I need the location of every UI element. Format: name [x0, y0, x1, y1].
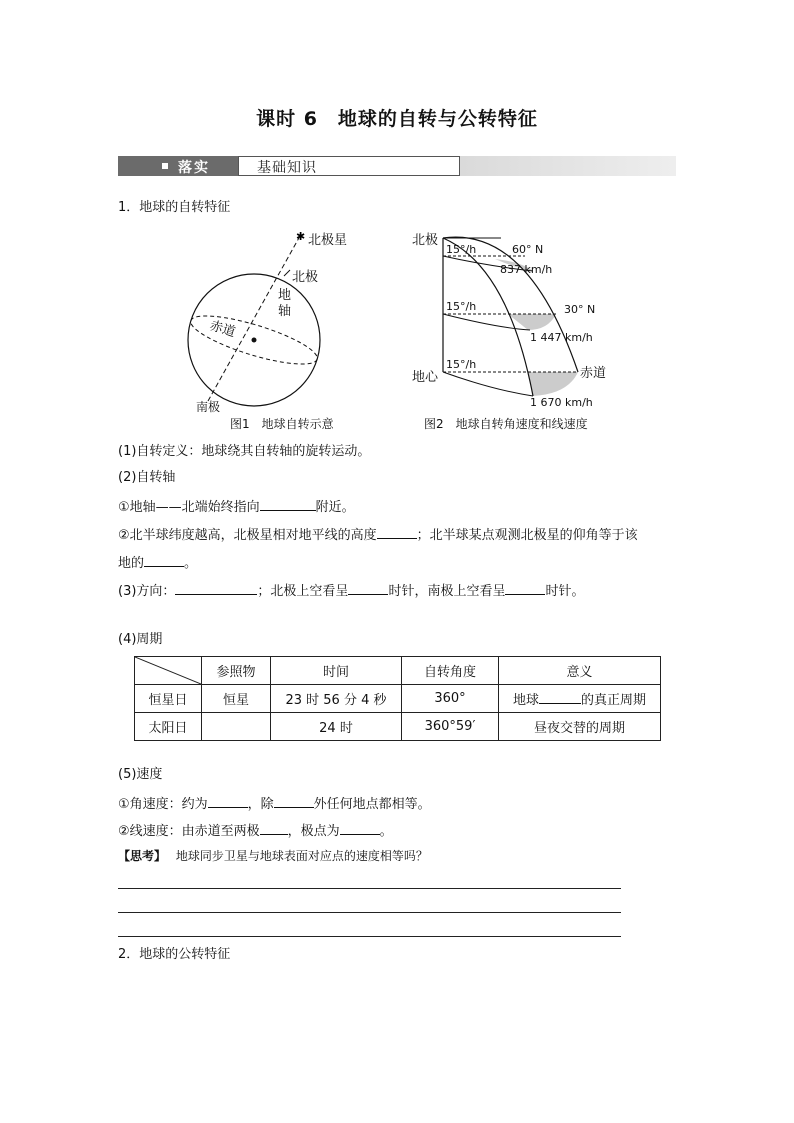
period-heading: (4)周期	[118, 632, 163, 647]
answer-line-2[interactable]	[118, 912, 621, 913]
shade-30n	[508, 314, 556, 330]
rotation-definition: (1)自转定义：地球绕其自转轴的旋转运动。	[118, 444, 371, 459]
row-sidereal-meaning-b: 的真正周期	[581, 693, 647, 708]
linear-speed-item	[118, 820, 393, 841]
section-2-heading: 2．地球的公转特征	[118, 947, 231, 962]
row-sidereal-ref: 恒星	[202, 685, 271, 713]
axis-item-2	[118, 524, 638, 545]
think-tag: 【思考】	[118, 849, 167, 863]
row-solar-time: 24 时	[271, 713, 402, 741]
fig2-angle-60: 15°/h	[446, 243, 477, 256]
answer-line-1[interactable]	[118, 888, 621, 889]
think-text: 地球同步卫星与地球表面对应点的速度相等吗？	[175, 849, 428, 863]
think-question	[118, 847, 428, 865]
row-sidereal-meaning-a: 地球	[512, 693, 539, 708]
blank-latitude[interactable]	[144, 552, 184, 567]
fig2-lat-60: 60° N	[512, 243, 544, 256]
row-sidereal-name: 恒星日	[135, 685, 202, 713]
earth-center-dot	[252, 338, 257, 343]
diagonal-line-icon	[135, 657, 201, 684]
fig1-caption: 图1 地球自转示意	[230, 417, 334, 431]
fig2-speed-0: 1 670 km/h	[530, 396, 593, 409]
fig2-speed-60: 837 km/h	[500, 263, 553, 276]
axis-item-2-text-a: ②北半球纬度越高，北极星相对地平线的高度	[118, 528, 377, 543]
row-sidereal-angle: 360°	[402, 685, 499, 713]
direction-text-d: 时针。	[545, 584, 585, 599]
speed-heading: (5)速度	[118, 767, 163, 782]
section-band	[118, 156, 676, 176]
direction-item	[118, 580, 584, 601]
table-corner-cell	[135, 657, 202, 685]
square-bullet-icon	[162, 163, 168, 169]
table-row	[135, 685, 661, 713]
fig2-caption: 图2 地球自转角速度和线速度	[424, 417, 588, 431]
fig2-angle-0: 15°/h	[446, 358, 477, 371]
band-dark-label: 落实	[178, 160, 210, 176]
blank-south-view[interactable]	[505, 580, 545, 595]
blank-direction[interactable]	[175, 580, 257, 595]
angular-text-a: ①角速度：约为	[118, 797, 208, 812]
angular-speed-item	[118, 793, 431, 814]
table-header-angle: 自转角度	[402, 657, 499, 685]
fig2-angle-30: 15°/h	[446, 300, 477, 313]
fig2-equator-label: 赤道	[580, 366, 607, 381]
row-solar-meaning: 昼夜交替的周期	[499, 713, 661, 741]
rotation-axis-heading: (2)自转轴	[118, 470, 176, 485]
figure-1-earth-rotation	[180, 226, 380, 412]
axis-item-1-text-a: ①地轴——北端始终指向	[118, 500, 260, 515]
axis-item-2-cont	[118, 552, 197, 573]
row-solar-angle: 360°59′	[402, 713, 499, 741]
shade-equator	[528, 372, 578, 396]
fig2-lat-30: 30° N	[564, 303, 596, 316]
table-header-time: 时间	[271, 657, 402, 685]
axis-item-2-text-c: 地的	[118, 556, 145, 571]
fig2-center-label: 地心	[412, 370, 439, 385]
answer-line-3[interactable]	[118, 936, 621, 937]
fig2-speed-30: 1 447 km/h	[530, 331, 593, 344]
fig1-equator-label: 赤道	[207, 318, 238, 341]
table-header-meaning: 意义	[499, 657, 661, 685]
axis-item-2-text-d: 。	[184, 556, 198, 571]
direction-text-c: 时针，南极上空看呈	[388, 584, 506, 599]
blank-linear-trend[interactable]	[260, 820, 288, 835]
page-title: 课时 6 地球的自转与公转特征	[256, 108, 538, 130]
blank-angular-exception[interactable]	[274, 793, 314, 808]
fig1-polaris-label: 北极星	[308, 233, 348, 248]
angular-text-b: ，除	[247, 797, 274, 812]
blank-angular-value[interactable]	[208, 793, 248, 808]
blank-pole-value[interactable]	[340, 820, 380, 835]
row-solar-ref	[202, 713, 271, 741]
linear-text-b: ，极点为	[287, 824, 340, 839]
axis-item-2-text-b: ；北半球某点观测北极星的仰角等于该	[416, 528, 638, 543]
band-box-label: 基础知识	[257, 160, 317, 176]
blank-altitude[interactable]	[377, 524, 417, 539]
fig1-south-pole-label: 南极	[196, 400, 221, 414]
fig2-equator-arc	[443, 372, 533, 396]
row-sidereal-meaning	[499, 685, 661, 713]
polaris-star-icon: ✱	[296, 230, 306, 243]
blank-polaris[interactable]	[260, 496, 316, 511]
linear-text-a: ②线速度：由赤道至两极	[118, 824, 260, 839]
axis-item-1-text-b: 附近。	[315, 500, 355, 515]
row-solar-name: 太阳日	[135, 713, 202, 741]
north-pole-pointer	[284, 270, 290, 276]
angular-text-c: 外任何地点都相等。	[313, 797, 431, 812]
direction-text-a: (3)方向：	[118, 584, 176, 599]
blank-north-view[interactable]	[348, 580, 388, 595]
blank-true-period[interactable]	[539, 689, 581, 704]
table-header-row	[135, 657, 661, 685]
fig1-axis-label-1: 地	[278, 288, 292, 303]
fig1-north-pole-label: 北极	[292, 270, 319, 285]
axis-item-1	[118, 496, 355, 517]
fig2-north-pole-label: 北极	[412, 233, 439, 248]
table-header-ref: 参照物	[202, 657, 271, 685]
direction-text-b: ；北极上空看呈	[257, 584, 349, 599]
linear-text-c: 。	[379, 824, 393, 839]
section-1-heading: 1．地球的自转特征	[118, 200, 231, 215]
period-table	[134, 656, 661, 741]
table-row	[135, 713, 661, 741]
band-box	[238, 156, 460, 176]
row-sidereal-time: 23 时 56 分 4 秒	[271, 685, 402, 713]
fig1-axis-label-2: 轴	[278, 304, 292, 319]
